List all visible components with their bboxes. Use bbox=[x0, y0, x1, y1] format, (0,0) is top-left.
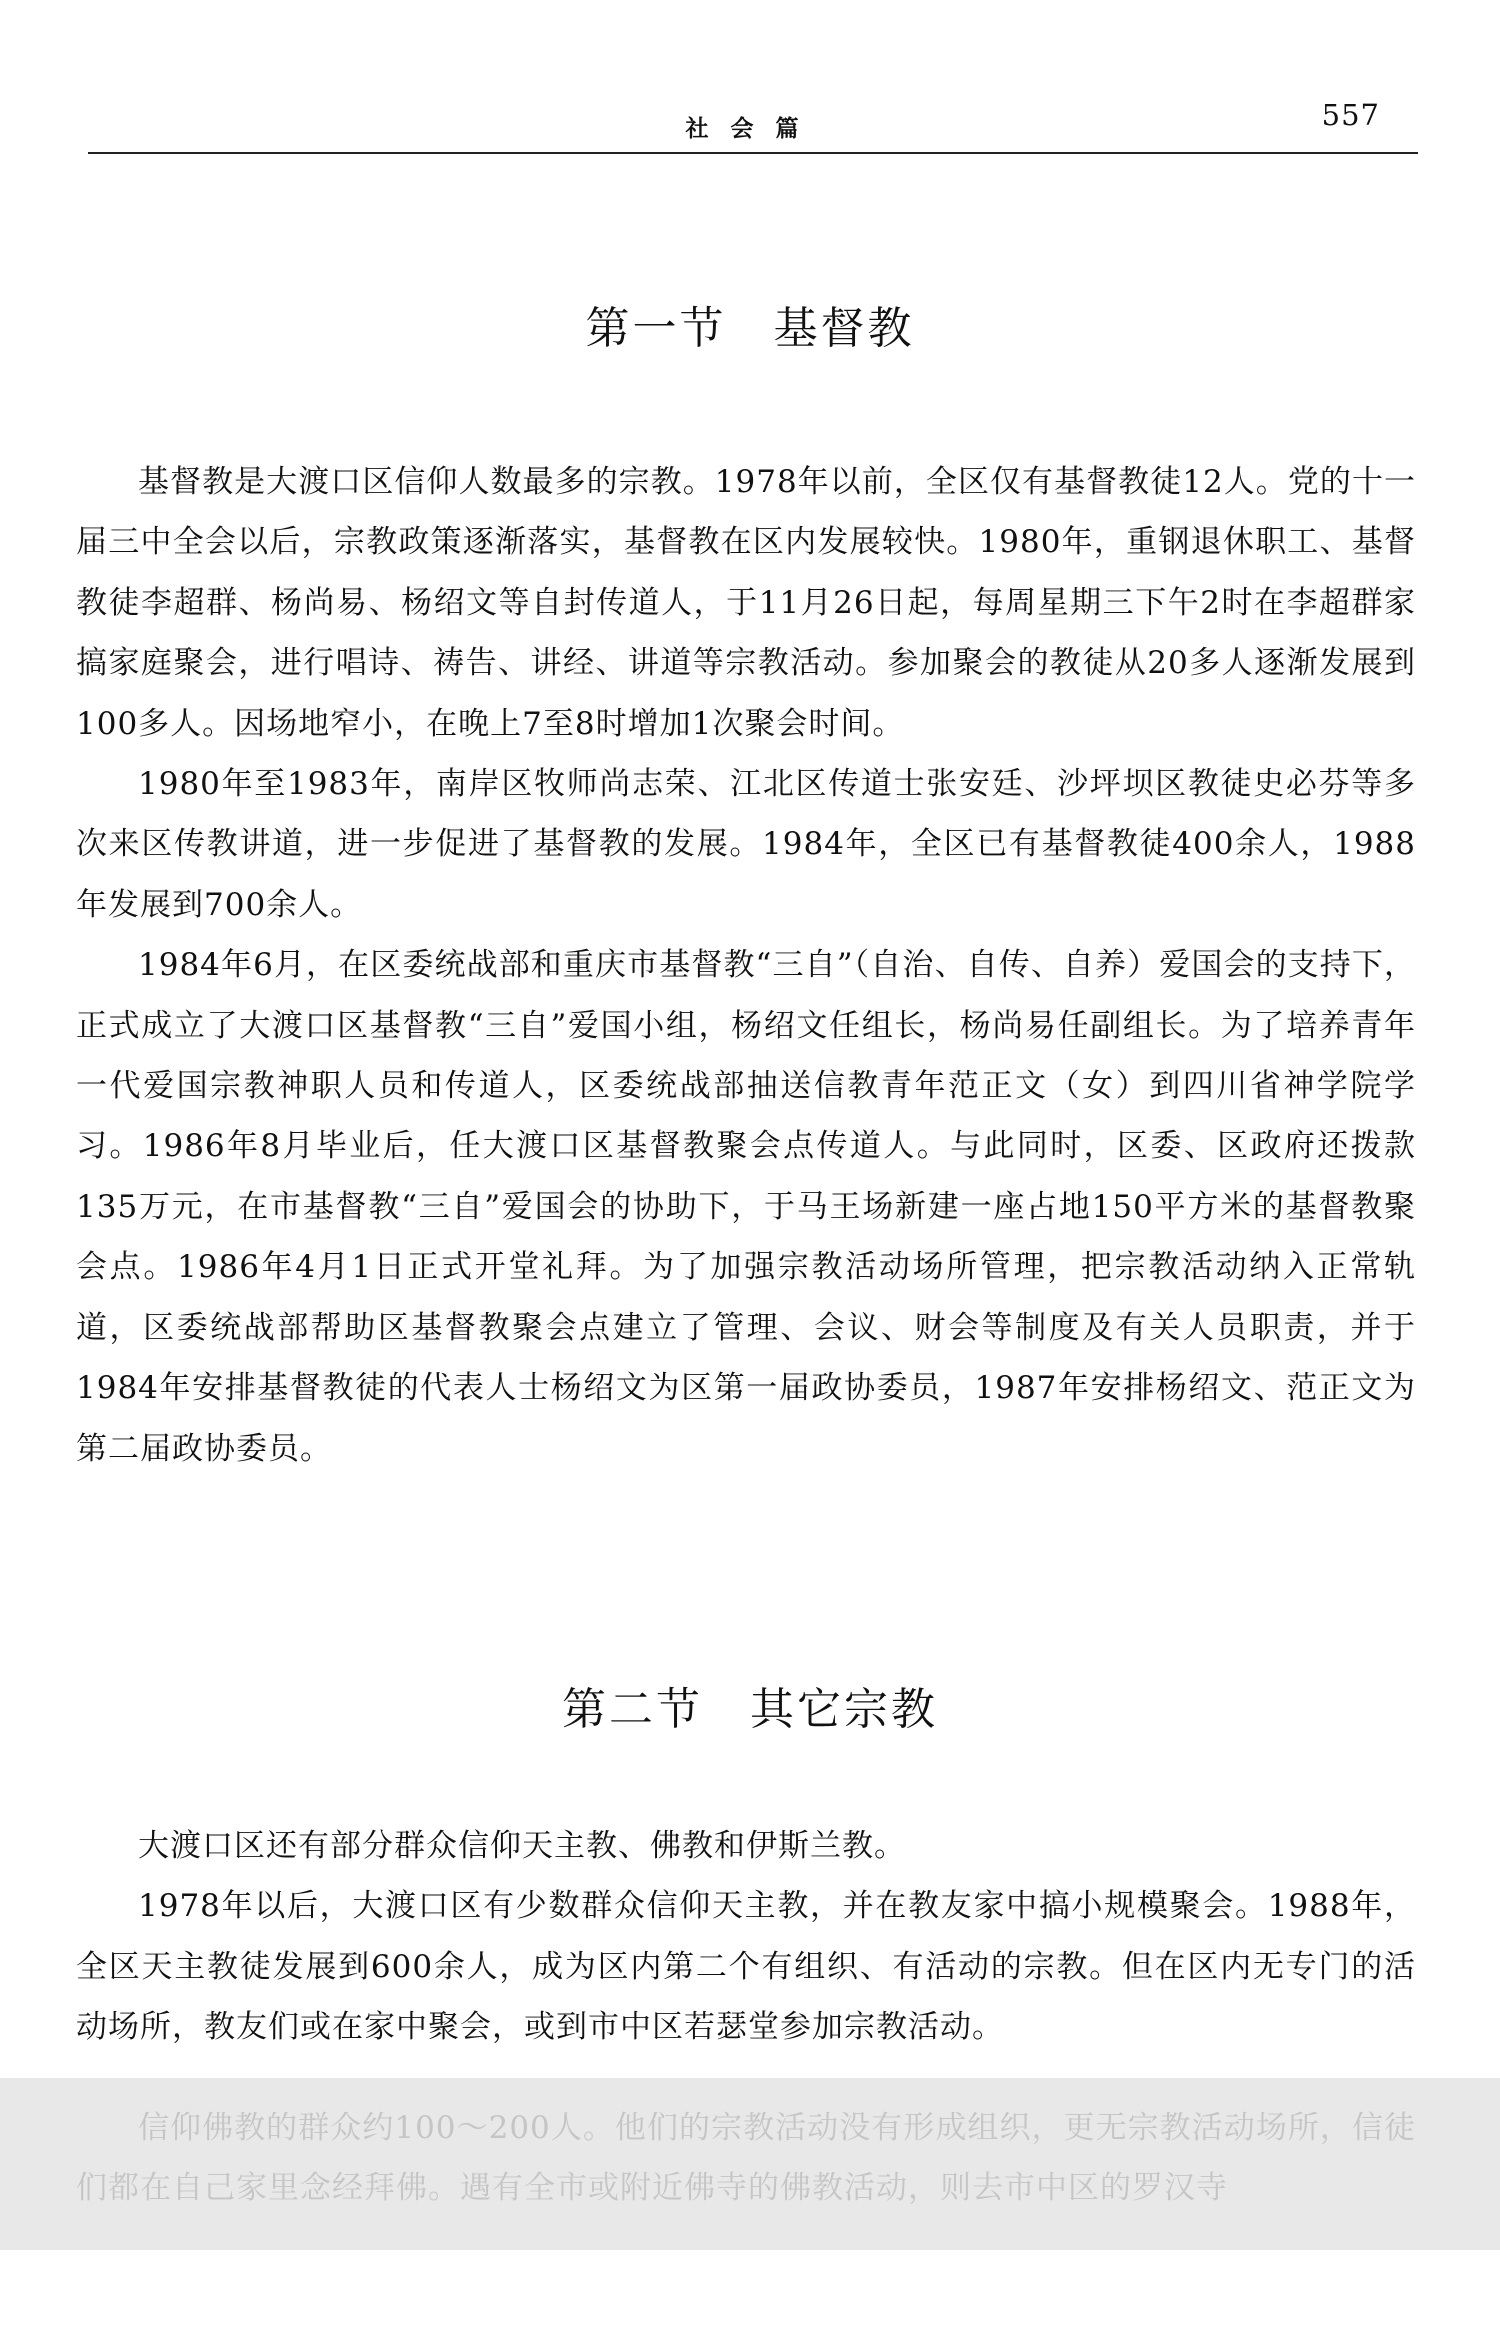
section-body-other-religions bbox=[76, 1816, 1416, 2058]
section-heading-other-religions: 第二节 其它宗教 bbox=[562, 1684, 938, 1735]
paragraph: 基督教是大渡口区信仰人数最多的宗教。1978年以前，全区仅有基督教徒12人。党的十一届三中全会以后，宗教政策逐渐落实，基督教在区内发展较快。1980年，重钢退休职工、基督教徒李超群、杨尚易、杨绍文等自封传道人，于11月26日起，每周星期三下午2时在李超群家搞家庭聚会，进行唱诗、祷告、讲经、讲道等宗教活动。参加聚会的教徒从20多人逐渐发展到100多人。因场地窄小，在晚上7至8时增加1次聚会时间。 bbox=[76, 464, 1416, 742]
paragraph: 大渡口区还有部分群众信仰天主教、佛教和伊斯兰教。 bbox=[138, 1828, 906, 1864]
paragraph: 1984年6月，在区委统战部和重庆市基督教“三自”（自治、自传、自养）爱国会的支持下，正式成立了大渡口区基督教“三自”爱国小组，杨绍文任组长，杨尚易任副组长。为了培养青年一代爱国宗教神职人员和传道人，区委统战部抽送信教青年范正文（女）到四川省神学院学习。1986年8月毕业后，任大渡口区基督教聚会点传道人。与此同时，区委、区政府还拨款135万元，在市基督教“三自”爱国会的协助下，于马王场新建一座占地150平方米的基督教聚会点。1986年4月1日正式开堂礼拜。为了加强宗教活动场所管理，把宗教活动纳入正常轨道，区委统战部帮助区基督教聚会点建立了管理、会议、财会等制度及有关人员职责，并于1984年安排基督教徒的代表人士杨绍文为区第一届政协委员，1987年安排杨绍文、范正文为第二届政协委员。 bbox=[76, 947, 1417, 1467]
paragraph: 1978年以后，大渡口区有少数群众信仰天主教，并在教友家中搞小规模聚会。1988年，全区天主教徒发展到600余人，成为区内第二个有组织、有活动的宗教。但在区内无专门的活动场所，教友们或在家中聚会，或到市中区若瑟堂参加宗教活动。 bbox=[76, 1888, 1416, 2046]
section-body-christianity bbox=[76, 452, 1416, 1479]
faded-paragraph bbox=[76, 2098, 1416, 2219]
paragraph: 信仰佛教的群众约100～200人。他们的宗教活动没有形成组织，更无宗教活动场所，信徒们都在自己家里念经拜佛。遇有全市或附近佛寺的佛教活动，则去市中区的罗汉寺 bbox=[76, 2110, 1416, 2207]
section-heading-christianity: 第一节 基督教 bbox=[585, 303, 915, 354]
running-head bbox=[88, 92, 1418, 154]
running-title: 社会篇 bbox=[685, 116, 821, 142]
page-number: 557 bbox=[1321, 98, 1380, 132]
paragraph: 1980年至1983年，南岸区牧师尚志荣、江北区传道士张安廷、沙坪坝区教徒史必芬等多次来区传教讲道，进一步促进了基督教的发展。1984年，全区已有基督教徒400余人，1988年发展到700余人。 bbox=[76, 766, 1416, 923]
